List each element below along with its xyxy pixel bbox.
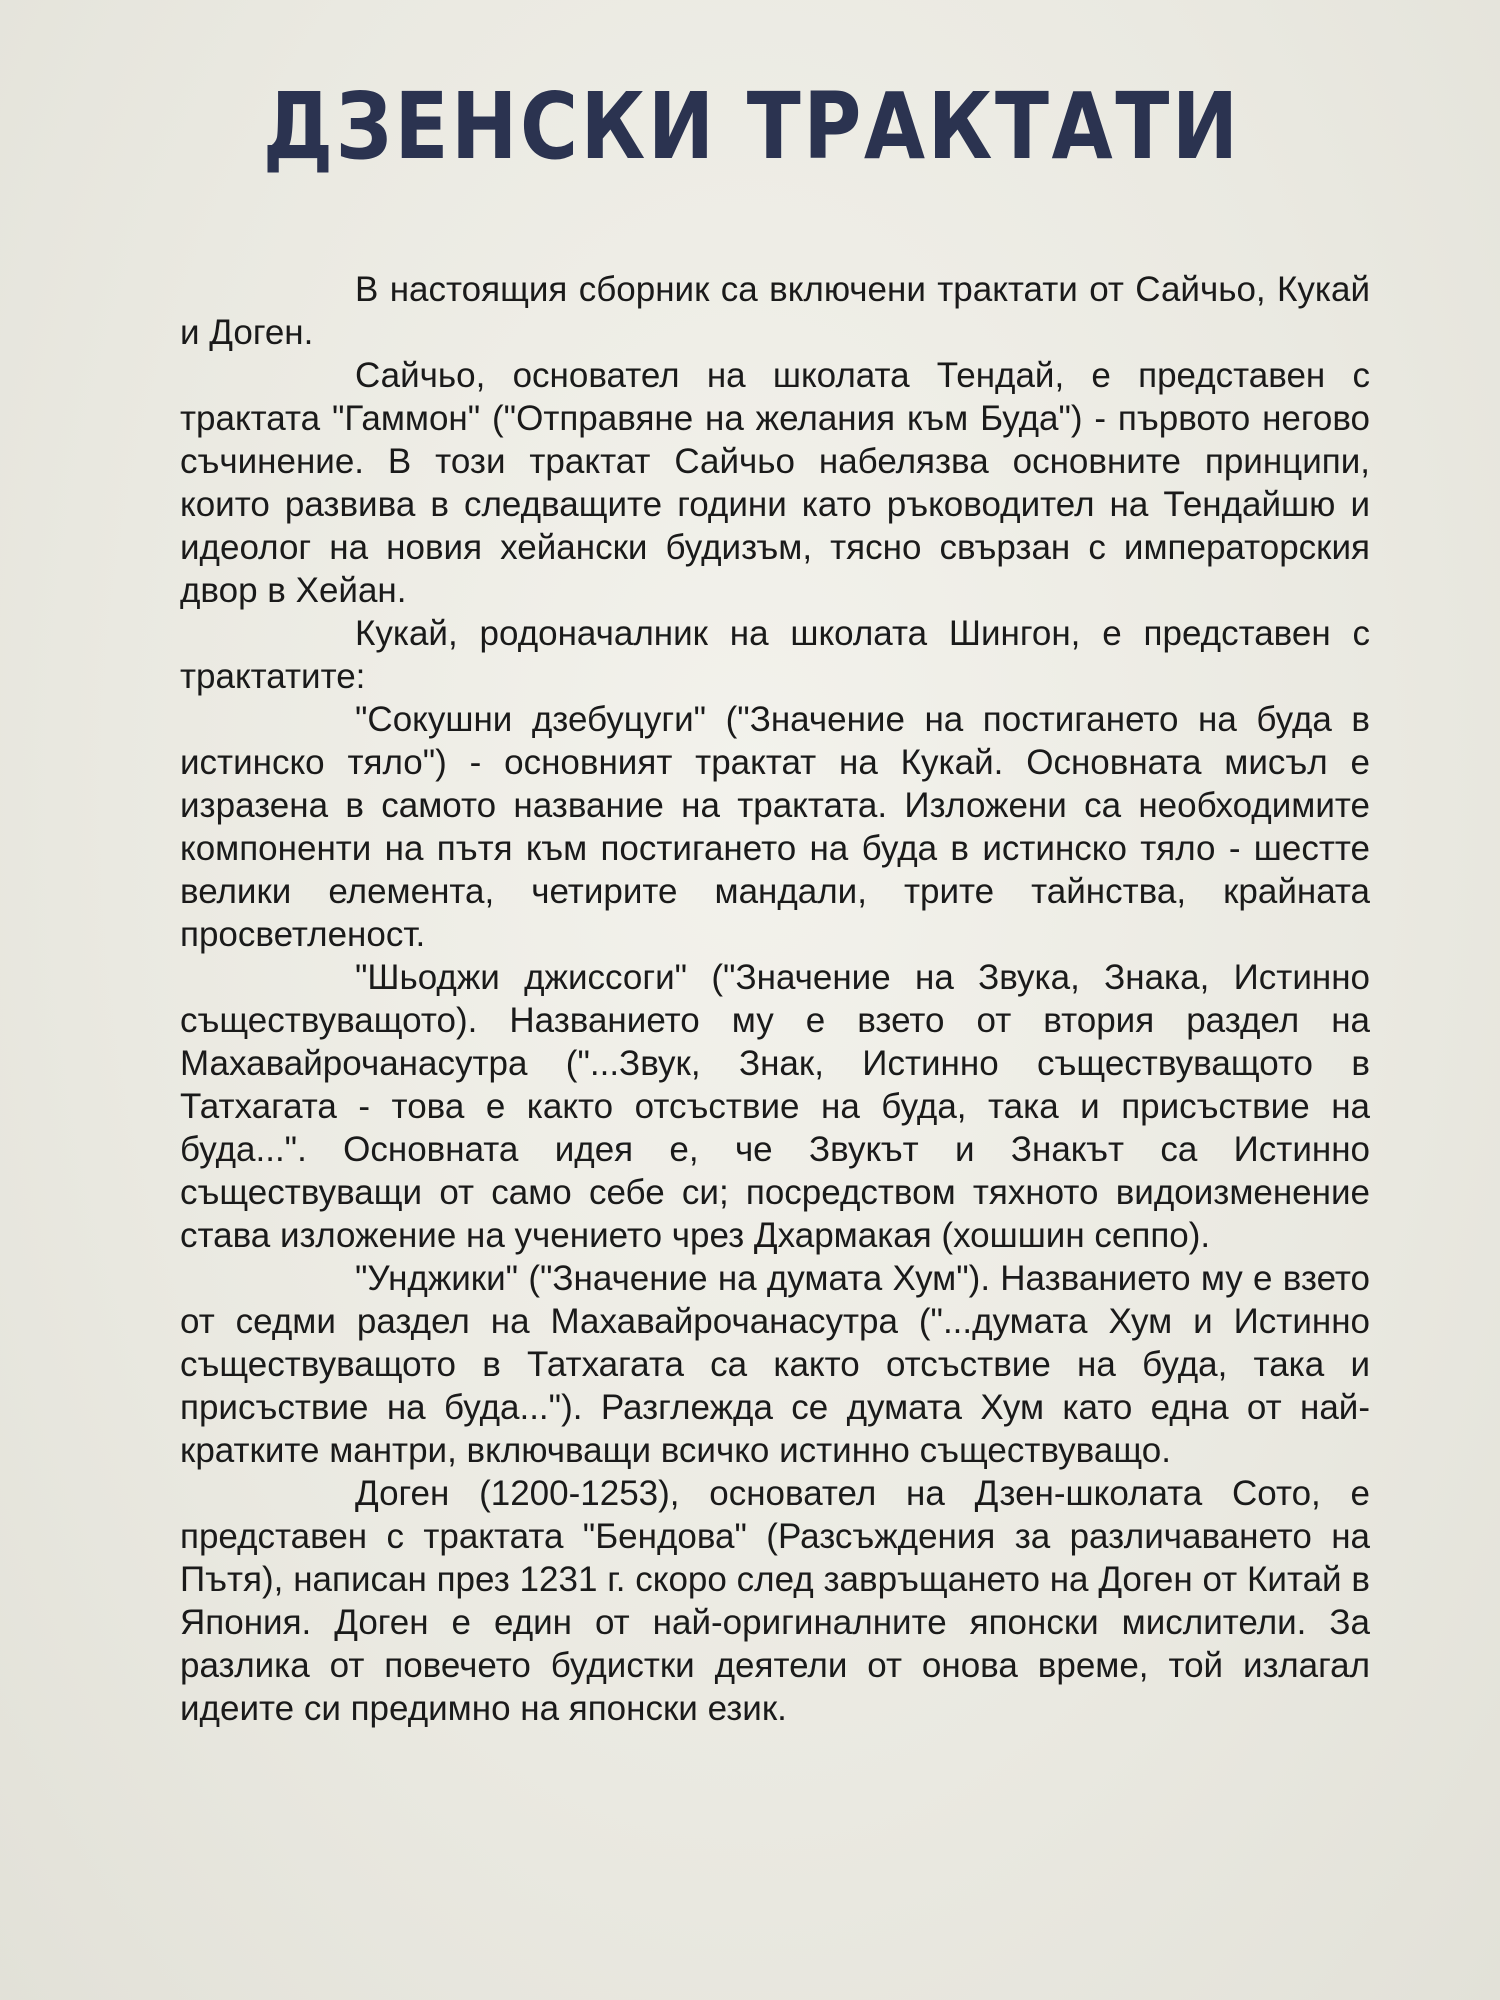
- paragraph-dogen: Доген (1200-1253), основател на Дзен-школата Сото, е представен с трактата "Бендова" (Разсъждения за различаването на Пътя), написан през 1231 г. скоро след завръщането на Доген от Китай в Япония. Доген е един от най-оригиналните японски мислители. За разлика от повечето будистки деятели от онова време, той излагал идеите си предимно на японски език.: [180, 1474, 1370, 1728]
- paragraph-shoji: "Шьоджи джиссоги" ("Значение на Звука, Знака, Истинно съществуващото). Названието му е взето от втория раздел на Махавайрочанасутра ("...Звук, Знак, Истинно съществуващото в Татхагата - това е както отсъствие на буда, така и присъствие на буда...". Основната идея е, че Звукът и Знакът са Истинно съществуващи от само себе си; посредством тяхното видоизменение става изложение на учението чрез Дхармакая (хошшин сеппо).: [180, 958, 1370, 1255]
- paragraph-intro: В настоящия сборник са включени трактати от Сайчьо, Кукай и Доген.: [180, 270, 1370, 352]
- document-body: [180, 268, 1370, 1730]
- paragraph-sokushin: "Сокушни дзебуцуги" ("Значение на постигането на буда в истинско тяло") - основният трактат на Кукай. Основната мисъл е изразена в самото название на трактата. Изложени са необходимите компоненти на пътя към постигането на буда в истинско тяло - шестте велики елемента, четирите мандали, трите тайнства, крайната просветленост.: [180, 700, 1370, 954]
- page-title: ДЗЕНСКИ ТРАКТАТИ: [262, 73, 1241, 180]
- paragraph-saicho: Сайчьо, основател на школата Тендай, е представен с трактата "Гаммон" ("Отправяне на желания към Буда") - първото негово съчинение. В този трактат Сайчьо набелязва основните принципи, които развива в следващите години като ръководител на Тендайшю и идеолог на новия хейански будизъм, тясно свързан с императорския двор в Хейан.: [180, 356, 1370, 610]
- paragraph-kukai: Кукай, родоначалник на школата Шингон, е представен с трактатите:: [180, 614, 1370, 696]
- paragraph-unjiki: "Унджики" ("Значение на думата Хум"). Названието му е взето от седми раздел на Махавайрочанасутра ("...думата Хум и Истинно съществуващото в Татхагата са както отсъствие на буда, така и присъствие на буда..."). Разглежда се думата Хум като една от най-кратките мантри, включващи всичко истинно съществуващо.: [180, 1259, 1370, 1470]
